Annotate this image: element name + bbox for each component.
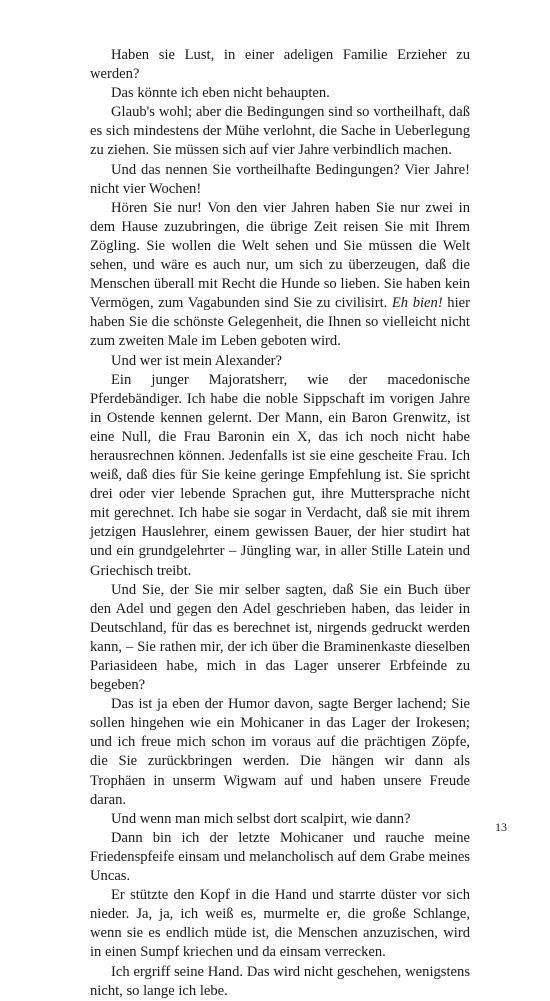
text-run: Und wer ist mein Alexander?: [111, 352, 283, 369]
page-number: 13: [495, 820, 507, 834]
paragraph: [90, 103, 470, 160]
paragraph: [90, 963, 470, 1001]
paragraph: [90, 352, 470, 371]
paragraph: [90, 810, 470, 829]
paragraph: [90, 371, 470, 581]
paragraph: [90, 886, 470, 962]
text-run: Und wenn man mich selbst dort scalpirt, wie dann?: [111, 810, 411, 827]
italic-text: Eh bien!: [391, 295, 443, 312]
paragraph: [90, 161, 470, 199]
paragraph: [90, 46, 470, 84]
text-run: Und das nennen Sie vortheilhafte Bedingungen? Vier Jahre! nicht vier Wochen!: [90, 161, 470, 197]
text-run: Ich ergriff seine Hand. Das wird nicht geschehen, wenigstens nicht, so lange ich lebe.: [90, 963, 470, 999]
text-run: Ein junger Majoratsherr, wie der macedonische Pferdebändiger. Ich habe die noble Sippschaft im vorigen Jahre in Ostende kennen gelernt. Der Mann, ein Baron Grenwitz, ist eine Null, die Frau Baronin ein X, das ich noch nicht habe herausrechnen können. Jedenfalls ist sie eine gescheite Frau. Ich weiß, daß dies für Sie keine geringe Empfehlung ist. Sie spricht drei oder vier lebende Sprachen gut, ihre Muttersprache nicht mit gerechnet. Ich habe sie sogar in Verdacht, daß sie mit ihrem jetzigen Hauslehrer, einem gewissen Bauer, der hier studirt hat und ein grundgelehrter – Jüngling war, in aller Stille Latein und Griechisch treibt.: [90, 371, 470, 579]
text-run: Dann bin ich der letzte Mohicaner und rauche meine Friedenspfeife einsam und melancholisch auf dem Grabe meines Uncas.: [90, 829, 470, 885]
text-run: Das könnte ich eben nicht behaupten.: [111, 85, 330, 102]
paragraph: [90, 581, 470, 696]
paragraph: [90, 829, 470, 886]
text-run: Das ist ja eben der Humor davon, sagte Berger lachend; Sie sollen hingehen wie ein Mohicaner in das Lager der Irokesen; und ich freue mich schon im voraus auf die prächtigen Zöpfe, die Sie zurückbringen werden. Die hängen wir dann als Trophäen in unserm Wigwam auf und haben unsere Freude daran.: [90, 696, 470, 808]
text-run: Er stützte den Kopf in die Hand und starrte düster vor sich nieder. Ja, ja, ich weiß es, murmelte er, die große Schlange, wenn sie es endlich müde ist, die Menschen anzuzischen, wird in einen Sumpf kriechen und da einsam verrecken.: [90, 887, 470, 961]
text-run: Und Sie, der Sie mir selber sagten, daß Sie ein Buch über den Adel und gegen den Adel geschrieben haben, das leider in Deutschland, für das es berechnet ist, nirgends gedruckt werden kann, – Sie rathen mir, der ich über die Braminenkaste dieselben Pariasideen habe, mich in das Lager unserer Erbfeinde zu begeben?: [90, 581, 470, 694]
text-run: Glaub's wohl; aber die Bedingungen sind so vortheilhaft, daß es sich mindestens der Mühe verlohnt, die Sache in Ueberlegung zu ziehen. Sie müssen sich auf vier Jahre verbindlich machen.: [90, 104, 470, 159]
paragraph: [90, 199, 470, 352]
text-run: hier haben Sie die schönste Gelegenheit, die Ihnen so vielleicht nicht zum zweiten Male im Leben geboten wird.: [90, 295, 470, 350]
text-run: Hören Sie nur! Von den vier Jahren haben Sie nur zwei in dem Hause zuzubringen, die übrige Zeit reisen Sie mit Ihrem Zögling. Sie wollen die Welt sehen und Sie müssen die Welt sehen, und wäre es auch nur, um sich zu überzeugen, daß die Menschen überall mit Recht die Hunde so lieben. Sie haben kein Vermögen, zum Vagabunden sind Sie zu civilisirt.: [90, 199, 470, 312]
body-text: [90, 46, 470, 1001]
text-run: Haben sie Lust, in einer adeligen Familie Erzieher zu werden?: [90, 47, 470, 83]
paragraph: [90, 695, 470, 810]
paragraph: [90, 84, 470, 103]
